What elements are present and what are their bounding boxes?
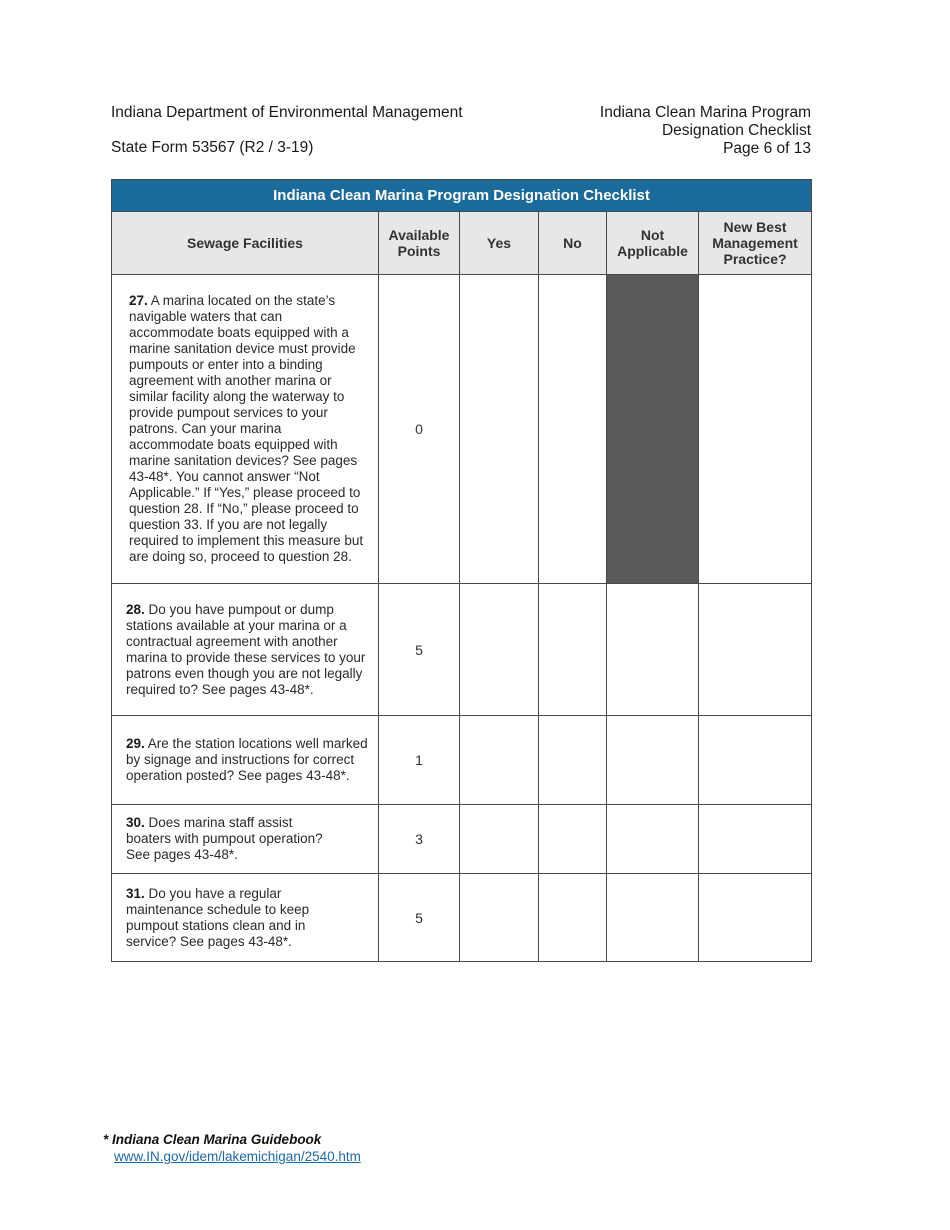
available-points: 1 xyxy=(379,716,460,805)
no-cell[interactable] xyxy=(539,716,607,805)
table-row xyxy=(112,716,812,805)
available-points: 5 xyxy=(379,584,460,716)
col-header-no: No xyxy=(539,212,607,275)
yes-cell[interactable] xyxy=(460,716,539,805)
na-cell[interactable] xyxy=(607,584,699,716)
yes-cell[interactable] xyxy=(460,805,539,874)
yes-cell[interactable] xyxy=(460,584,539,716)
na-cell[interactable] xyxy=(607,716,699,805)
bmp-cell[interactable] xyxy=(699,874,812,962)
col-header-sewage: Sewage Facilities xyxy=(112,212,379,275)
question-text: 27. A marina located on the state’s navigable waters that can accommodate boats equipped with a marine sanitation device must provide pumpouts or enter into a binding agreement with another marina or similar facility along the waterway to provide pumpout services to your patrons. Can your marina accommodate boats equipped with marine sanitation devices? See pages 43-48*. You cannot answer “Not Applicable.” If “Yes,” please proceed to question 28. If “No,” please proceed to question 33. If you are not legally required to implement this measure but are doing so, proceed to question 28. xyxy=(112,275,379,584)
no-cell[interactable] xyxy=(539,805,607,874)
col-header-bmp: New Best Management Practice? xyxy=(699,212,812,275)
yes-cell[interactable] xyxy=(460,874,539,962)
column-header-row xyxy=(112,212,812,275)
guidebook-title: * Indiana Clean Marina Guidebook xyxy=(103,1132,322,1147)
footer-note xyxy=(103,1131,361,1165)
table-row xyxy=(112,584,812,716)
form-number: State Form 53567 (R2 / 3-19) xyxy=(111,139,314,156)
no-cell[interactable] xyxy=(539,874,607,962)
table-title-row xyxy=(112,180,812,212)
col-header-na: Not Applicable xyxy=(607,212,699,275)
bmp-cell[interactable] xyxy=(699,716,812,805)
na-cell[interactable] xyxy=(607,874,699,962)
header-right xyxy=(600,104,811,158)
table-row xyxy=(112,805,812,874)
na-cell[interactable] xyxy=(607,805,699,874)
question-text: 28. Do you have pumpout or dump stations available at your marina or a contractual agreement with another marina to provide these services to your patrons even though you are not legally required to? See pages 43-48*. xyxy=(112,584,379,716)
table-row xyxy=(112,275,812,584)
col-header-yes: Yes xyxy=(460,212,539,275)
no-cell[interactable] xyxy=(539,275,607,584)
program-name: Indiana Clean Marina Program xyxy=(599,104,811,121)
guidebook-link[interactable]: www.IN.gov/idem/lakemichigan/2540.htm xyxy=(114,1149,361,1164)
header-left xyxy=(111,104,463,157)
bmp-cell[interactable] xyxy=(699,275,812,584)
col-header-points: Available Points xyxy=(379,212,460,275)
checklist-table xyxy=(111,179,812,962)
document-name: Designation Checklist xyxy=(661,122,811,139)
no-cell[interactable] xyxy=(539,584,607,716)
question-text: 29. Are the station locations well marked by signage and instructions for correct operation posted? See pages 43-48*. xyxy=(112,716,379,805)
table-row xyxy=(112,874,812,962)
available-points: 3 xyxy=(379,805,460,874)
page-number: Page 6 of 13 xyxy=(723,140,811,157)
na-cell-blocked xyxy=(607,275,699,584)
yes-cell[interactable] xyxy=(460,275,539,584)
available-points: 5 xyxy=(379,874,460,962)
table-title: Indiana Clean Marina Program Designation Checklist xyxy=(112,180,812,212)
question-text: 31. Do you have a regular maintenance schedule to keep pumpout stations clean and in service? See pages 43-48*. xyxy=(112,874,379,962)
available-points: 0 xyxy=(379,275,460,584)
agency-name: Indiana Department of Environmental Management xyxy=(111,104,463,121)
bmp-cell[interactable] xyxy=(699,584,812,716)
bmp-cell[interactable] xyxy=(699,805,812,874)
question-text: 30. Does marina staff assist boaters with pumpout operation? See pages 43-48*. xyxy=(112,805,379,874)
